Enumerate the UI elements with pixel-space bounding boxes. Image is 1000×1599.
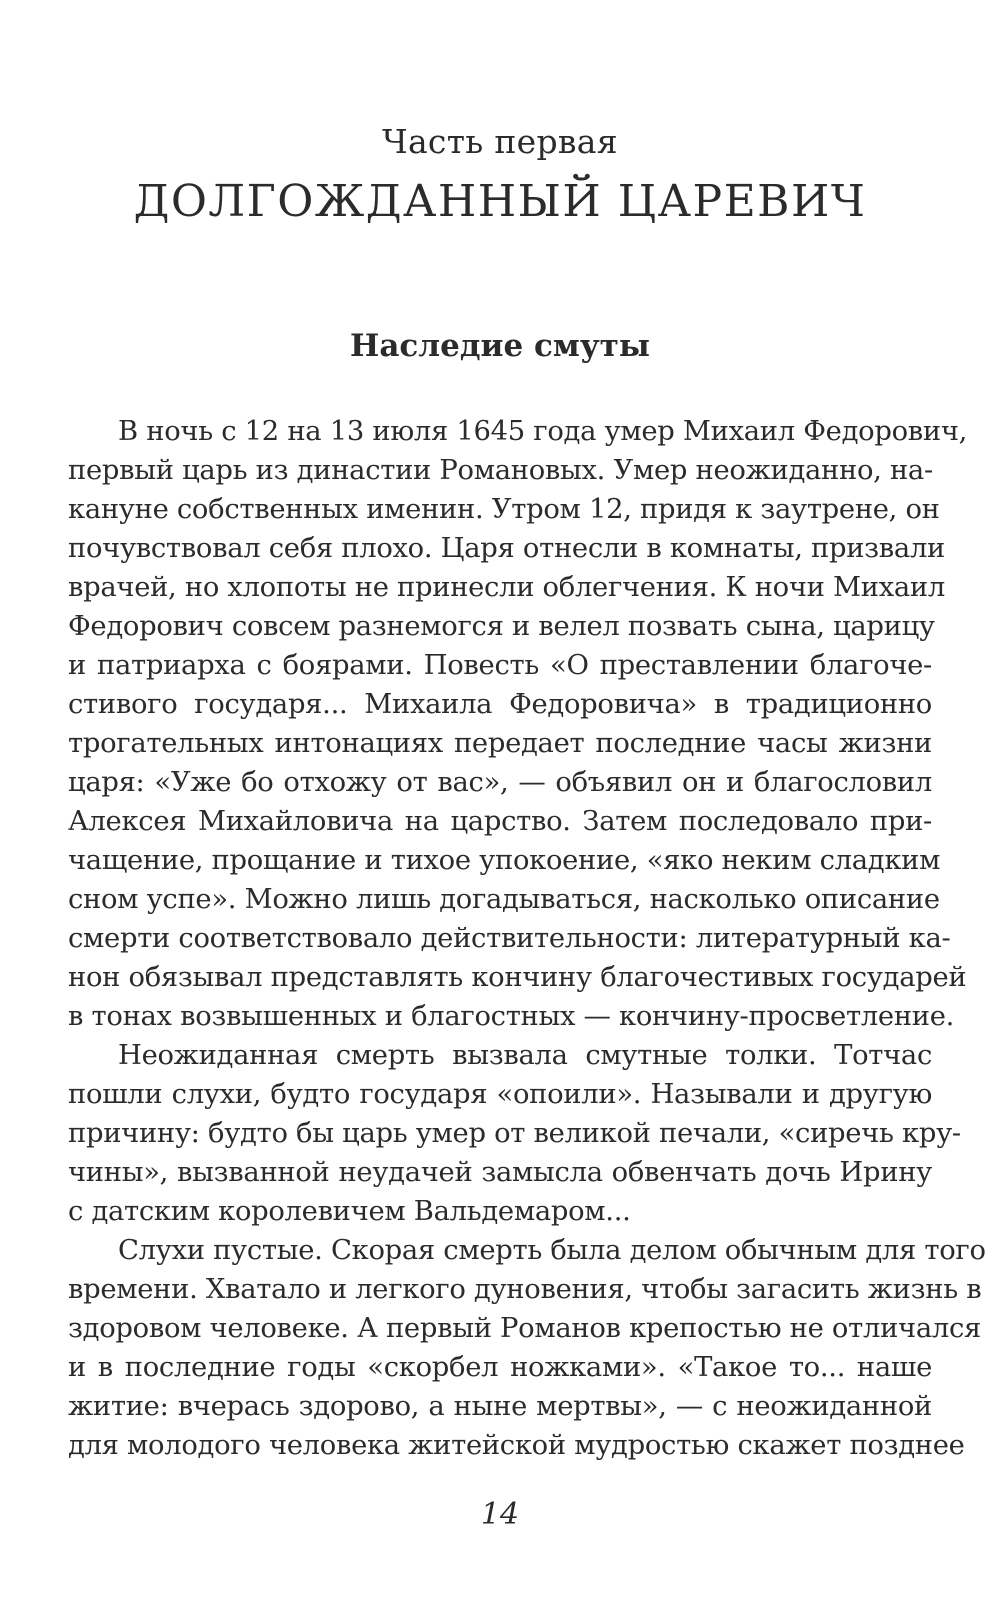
text-line: для молодого человека житейской мудростью скажет позднее [68, 1430, 965, 1461]
text-line: причину: будто бы царь умер от великой печали, «сиречь кру- [68, 1118, 961, 1149]
text-line: стивого государя... Михаила Федоровича» в традиционно [68, 689, 932, 720]
text-line: в тонах возвышенных и благостных — кончину-просветление. [68, 1001, 955, 1032]
text-line: с датским королевичем Вальдемаром... [68, 1196, 631, 1227]
page-number: 14 [480, 1497, 520, 1532]
text-line: Неожиданная смерть вызвала смутные толки. Тотчас [118, 1040, 932, 1071]
text-line: Слухи пустые. Скорая смерть была делом обычным для того [118, 1235, 986, 1266]
text-line: В ночь с 12 на 13 июля 1645 года умер Михаил Федорович, [118, 416, 968, 447]
text-line: нон обязывал представлять кончину благочестивых государей [68, 962, 967, 993]
text-line: царя: «Уже бо отхожу от вас», — объявил он и благословил [68, 767, 932, 798]
text-line: и патриарха с боярами. Повесть «О преставлении благоче- [68, 650, 932, 681]
text-line: врачей, но хлопоты не принесли облегчения. К ночи Михаил [68, 572, 945, 603]
section-title: Наследие смуты [350, 328, 650, 364]
text-line: Федорович совсем разнемогся и велел позвать сына, царицу [68, 611, 935, 642]
text-line: сном успе». Можно лишь догадываться, насколько описание [68, 884, 940, 915]
text-line: кануне собственных именин. Утром 12, придя к заутрене, он [68, 494, 940, 525]
text-line: житие: вчерась здорово, а ныне мертвы», — с неожиданной [68, 1391, 932, 1422]
text-line: Алексея Михайловича на царство. Затем последовало при- [68, 806, 932, 837]
chapter-title: ДОЛГОЖДАННЫЙ ЦАРЕВИЧ [133, 176, 867, 227]
text-line: пошли слухи, будто государя «опоили». Называли и другую [68, 1079, 932, 1110]
part-label: Часть первая [382, 122, 618, 161]
text-line: здоровом человеке. А первый Романов крепостью не отличался [68, 1313, 981, 1344]
text-line: времени. Хватало и легкого дуновения, чтобы загасить жизнь в [68, 1274, 982, 1305]
text-line: смерти соответствовало действительности: литературный ка- [68, 923, 951, 954]
text-line: первый царь из династии Романовых. Умер неожиданно, на- [68, 455, 933, 486]
text-line: почувствовал себя плохо. Царя отнесли в комнаты, призвали [68, 533, 946, 564]
text-line: чащение, прощание и тихое упокоение, «яко неким сладким [68, 845, 941, 876]
text-line: чины», вызванной неудачей замысла обвенчать дочь Ирину [68, 1157, 932, 1188]
text-line: трогательных интонациях передает последние часы жизни [68, 728, 932, 759]
text-line: и в последние годы «скорбел ножками». «Такое то... наше [68, 1352, 932, 1383]
